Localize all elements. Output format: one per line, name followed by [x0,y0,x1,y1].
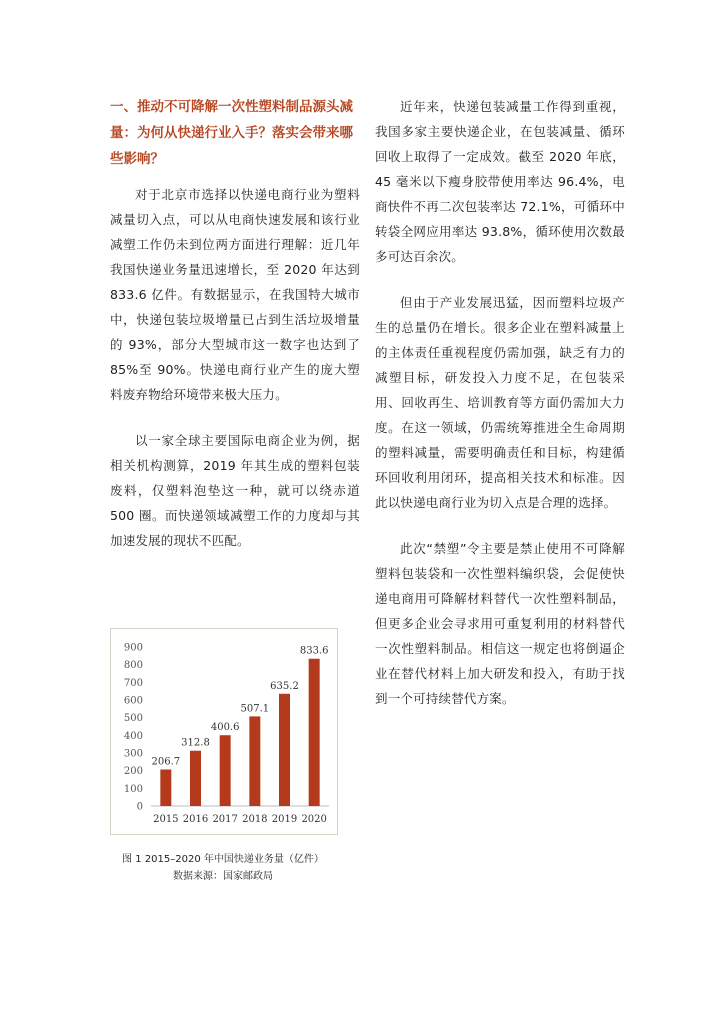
y-tick-label: 800 [123,660,143,672]
bar-value-label: 833.6 [299,645,329,657]
bar [220,735,231,806]
y-tick-label: 900 [123,642,143,654]
bar-value-label: 635.2 [270,680,299,692]
x-tick-label: 2018 [242,814,268,825]
x-tick-label: 2015 [153,814,179,825]
x-tick-label: 2019 [271,814,298,825]
y-tick-label: 700 [123,677,143,689]
bar-value-label: 507.1 [240,703,270,715]
x-tick-label: 2017 [212,814,238,825]
bar-chart [110,628,338,835]
right-column [375,94,625,732]
bar-value-label: 312.8 [181,737,210,749]
y-tick-label: 500 [123,713,143,725]
x-tick-label: 2016 [182,814,209,825]
paragraph: 对于北京市选择以快递电商行业为塑料减量切入点，可以从电商快速发展和该行业减塑工作仍未到位两方面进行理解：近几年我国快递业务量迅速增长，至 2020 年达到 833.6 亿件。有数据显示，在我国特大城市中，快递包装垃圾增量已占到生活垃圾增量的 93%，部分大型城市这一数字也达到了 85%至 90%。快递电商行业产生的庞大塑料废弃物给环境带来极大压力。 [110,187,360,402]
x-tick-label: 2020 [301,814,327,825]
y-tick-label: 100 [123,783,143,795]
bar-value-label: 400.6 [210,722,240,734]
bar [160,769,171,806]
y-tick-label: 200 [123,766,143,778]
caption-title: 图 1 2015–2020 年中国快递业务量（亿件） [122,854,324,865]
caption-source: 数据来源：国家邮政局 [173,871,273,882]
left-column [110,94,360,574]
paragraph: 但由于产业发展迅猛，因而塑料垃圾产生的总量仍在增长。很多企业在塑料减量上的主体责任重视程度仍需加强，缺乏有力的减塑目标，研发投入力度不足，在包装采用、回收再生、培训教育等方面仍需加大力度。在这一领域，仍需统筹推进全生命周期的塑料减量，需要明确责任和目标，构建循环回收利用闭环，提高相关技术和标准。因此以快递电商行业为切入点是合理的选择。 [375,295,625,510]
y-tick-label: 300 [123,748,143,760]
y-tick-label: 600 [123,695,143,707]
y-tick-label: 0 [136,801,143,813]
paragraph: 以一家全球主要国际电商企业为例，据相关机构测算，2019 年其生成的塑料包装废料，仅塑料泡垫这一种，就可以绕赤道 500 圈。而快递领域减塑工作的力度却与其加速发展的现状不匹配。 [110,433,360,548]
y-tick-label: 400 [123,730,143,742]
chart-canvas [111,629,337,834]
paragraph: 近年来，快递包装减量工作得到重视，我国多家主要快递企业，在包装减量、循环回收上取得了一定成效。截至 2020 年底，45 毫米以下瘦身胶带使用率达 96.4%，电商快件不再二次包装率达 72.1%，可循环中转袋全网应用率达 93.8%，循环使用次数最多可达百余次。 [375,99,625,264]
paragraph: 此次“禁塑”令主要是禁止使用不可降解塑料包装袋和一次性塑料编织袋，会促使快递电商用可降解材料替代一次性塑料制品，但更多企业会寻求用可重复利用的材料替代一次性塑料制品。相信这一规定也将倒逼企业在替代材料上加大研发和投入，有助于找到一个可持续替代方案。 [375,541,625,706]
figure-caption [110,851,336,885]
bar [249,716,260,806]
bar [190,751,201,806]
bar-value-label: 206.7 [151,756,181,768]
section-heading: 一、推动不可降解一次性塑料制品源头减量：为何从快递行业入手？落实会带来哪些影响？ [110,99,353,167]
bar [309,659,320,806]
bar [279,694,290,806]
